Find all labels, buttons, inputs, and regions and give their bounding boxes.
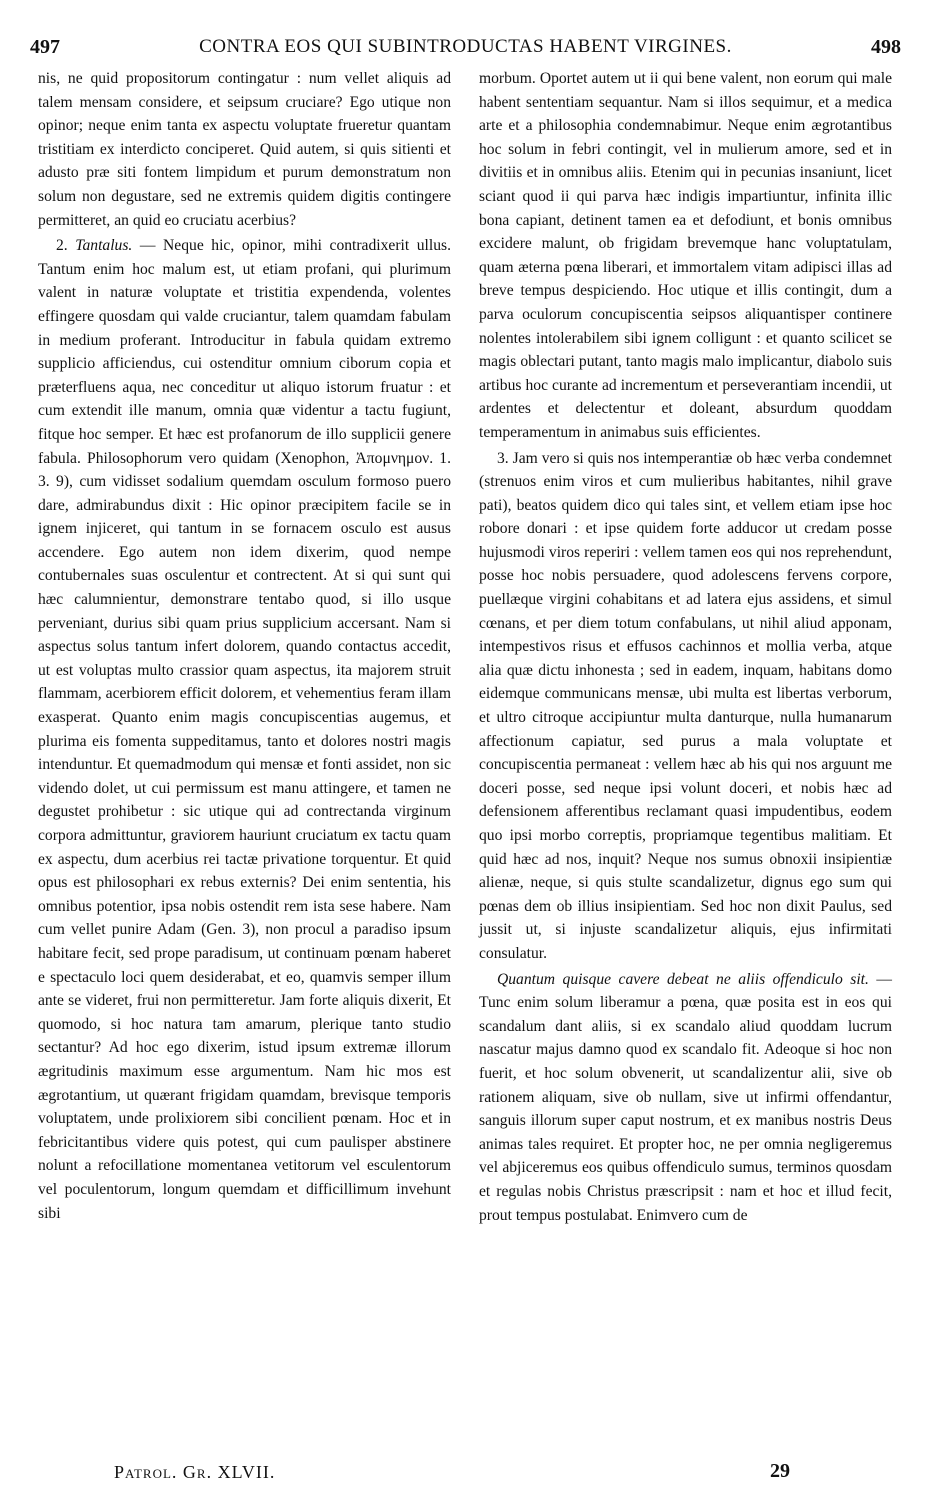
section-number: 2.: [56, 237, 68, 255]
running-header: [30, 36, 901, 62]
page-number-right: 498: [871, 36, 901, 58]
footer-signature: 29: [770, 1460, 790, 1482]
paragraph: nis, ne quid propositorum contingatur : num vellet aliquis ad talem mensam considere, et seipsum cruciare? Ego utique non opinor; neque enim tanta ex aspectu voluptate frueretur quantam tristitiam ex interdicto conciperet. Quid autem, si quis sitienti et adusto præ siti fontem limpidum et purum demonstratum non solum non degustare, sed ne extremis quidem digitis contingere permitteret, an quid eo cruciatu acerbius?: [38, 70, 451, 229]
footer-volume: Patrol. Gr. XLVII.: [114, 1462, 276, 1482]
paragraph: morbum. Oportet autem ut ii qui bene valent, non eorum qui male habent sententiam sequantur. Nam si illos sequimur, et a medica arte et a philosophia condemnabimur. Neque enim ægrotantibus hoc solum in febri contingit, vel in mulierum amore, sed et in divitiis et in omnibus aliis. Etenim qui in pecunias insaniunt, licet sciant quod ii qui parva hæc indigis impartiuntur, infinita illic bona capiant, detinent tamen ea et defodiunt, et bonis omnibus excidere malunt, ob frigidam brevemque hanc voluptatulam, quam æterna pœna liberari, et immortalem vitam adipisci illas ad breve tempus despiciendo. Hoc utique et illis contingit, dum a parva oculorum concupiscentia seipsos aliquantisper continere nolentes intolerabilem sibi ignem colligunt : et quanto scilicet se magis oblectari putant, tanto magis malo implicantur, diabolo suis artibus hoc curante ad incrementum et perseverantiam incendii, ut ardentes et delectentur et doleant, absurdum quoddam temperamentum in animabus suis efficientes.: [479, 70, 892, 441]
paragraph-text: — Tunc enim solum liberamur a pœna, quæ posita est in eos qui scandalum dant aliis, si ex scandalo aliud quoddam lucrum nascatur majus damno quod ex scandalo fit. Adeoque si hoc non fuerit, et hoc solum obvenerit, ut scandalizentur alii, sive ob rationem aliquam, sive ob nullam, sive ut infirmi offendantur, sanguis illorum super caput nostrum, et ex manibus nostris Deus animas tales requiret. Et propter hoc, ne per omnia negligeremus vel abjiceremus eos quibus offendiculo sumus, terminos quosdam et regulas nobis Christus præscripsit : nam et hoc et illud fecit, prout tempus postulabat. Enimvero cum de: [479, 970, 892, 1224]
right-column: [479, 67, 892, 1227]
running-title: CONTRA EOS QUI SUBINTRODUCTAS HABENT VIRGINES.: [199, 36, 732, 57]
section-heading: Quantum quisque cavere debeat ne aliis offendiculo sit.: [497, 970, 869, 988]
page-number-left: 497: [30, 36, 60, 58]
paragraph: [479, 968, 892, 1228]
paragraph-text: — Neque hic, opinor, mihi contradixerit ullus. Tantum enim hoc malum est, ut etiam profani, qui plurimum valent in naturæ voluptate et tristitia expendenda, volentes effingere quosdam qui valde cruciantur, talem quamdam fabulam in medium proferant. Introducitur in fabula quidam extremo supplicio afficiendus, cui ostenditur omnium ciborum copia et præterfluens aqua, nec conceditur ut aliquo istorum fruatur : et cum extendit ille manum, omnia quæ videntur a tactu fugiunt, fitque hoc semper. Et hæc est profanorum de illo supplicii genere fabula. Philosophorum vero quidam (Xenophon, Ἀπομνημον. 1. 3. 9), cum vidisset sodalium quemdam osculum formoso puero dare, admirabundus dixit : Hic opinor præcipitem facile se in ignem injiceret, qui tantum in se fornacem osculo est ausus accendere. Ego autem non idem dixerim, quod nempe contubernales suas osculentur et contrectent. At si qui sunt qui hæc calumnientur, demonstrare tentabo quod, si illo usque perveniant, durius sibi quam prius supplicium accersant. Nam si aspectus solus tantum infert dolorem, quando contactus accedit, ut est voluptas multo crassior quam aspectus, ita majorem struit flammam, acerbiorem efficit dolorem, et vehementius feram illam exasperat. Quanto enim magis concupiscentias augemus, et plurima eis fomenta suppeditamus, tanto et dolores nostri magis intenduntur. Et quemadmodum qui mensæ et fonti assidet, non sic videndo dolet, ut cui permissum est manu attingere, et tamen ne degustet prohibetur : sic utique qui ad contrectanda virginum corpora admittuntur, graviorem hauriunt cruciatum ex tactu quam ex aspectu, dum acerbius rei tactæ privatione torquentur. Et quid opus est philosophari ex rebus externis? Dei enim sententia, his omnibus potentior, ipsa nobis ostendit rem ista sese habere. Nam cum vellet punire Adam (Gen. 3), non procul a paradiso ipsum habitare fecit, sed prope paradisum, ut continuam pœnam haberet e spectaculo loci quem desiderabat, et eo, quamvis semper illum ante se videret, frui non permitteretur. Jam forte aliquis dixerit, Et quomodo, si hoc natura tam amarum, plerique tanto studio sectantur? Ad hoc ego dixerim, istud ipsum extremæ illorum ægritudinis maximum esse argumentum. Nam hic mos est ægrotantium, ut quærant frigidam quamdam, brevisque temporis voluptatem, unde prolixiorem sibi concilient pœnam. Hoc et in febricitantibus videre quis potest, qui cum paulisper abstinere nolunt a refocillatione momentanea vetitorum vel esculentorum vel poculentorum, longum quemdam et difficillimum invehunt sibi: [38, 237, 451, 1222]
section-heading: Tantalus.: [75, 237, 133, 255]
left-column: [38, 67, 451, 1225]
paragraph: 3. Jam vero si quis nos intemperantiæ ob hæc verba condemnet (strenuos enim viros et cum mulieribus habitantes, nihil grave pati), beatos quidem dico qui tales sint, et vellem etiam ipse hoc robore donari : et ipse quidem forte adducor ut credam posse hujusmodi viros reperiri : vellem tamen eos qui nos reprehendunt, posse hoc nobis persuadere, quod adolescens fervens corpore, puellæque virgini cohabitans et ad latera ejus assidens, et simul cœnans, et per diem totum confabulans, ut nihil aliud apponam, intempestivos risus et effusos cachinnos et mollia verba, atque alia quæ dictu inhonesta ; sed in eadem, inquam, habitans domo eidemque communicans mensæ, ubi multa est libertas verborum, et ultro citroque accipiuntur multa danturque, nulla humanarum affectionum capiatur, sed purus a mala voluptate et concupiscentia permaneat : vellem hæc ab his qui nos arguunt me doceri posse, sed neque ipsi volunt doceri, et nobis hæc ad defensionem afferentibus reclamant quasi impudentibus, eodem quo ipsi morbo correptis, propriamque tegentibus malitiam. Et quid hæc ad nos, inquit? Neque nos sumus obnoxii insipientiæ alienæ, neque, si quis stulte scandalizetur, dignus ego sum qui pœnas dem ob illius insipientiam. Sed hoc non dixit Paulus, sed jussit ut, si injuste scandalizetur aliquis, ejus infirmitati consulatur.: [479, 449, 892, 962]
paragraph: [38, 234, 451, 1225]
